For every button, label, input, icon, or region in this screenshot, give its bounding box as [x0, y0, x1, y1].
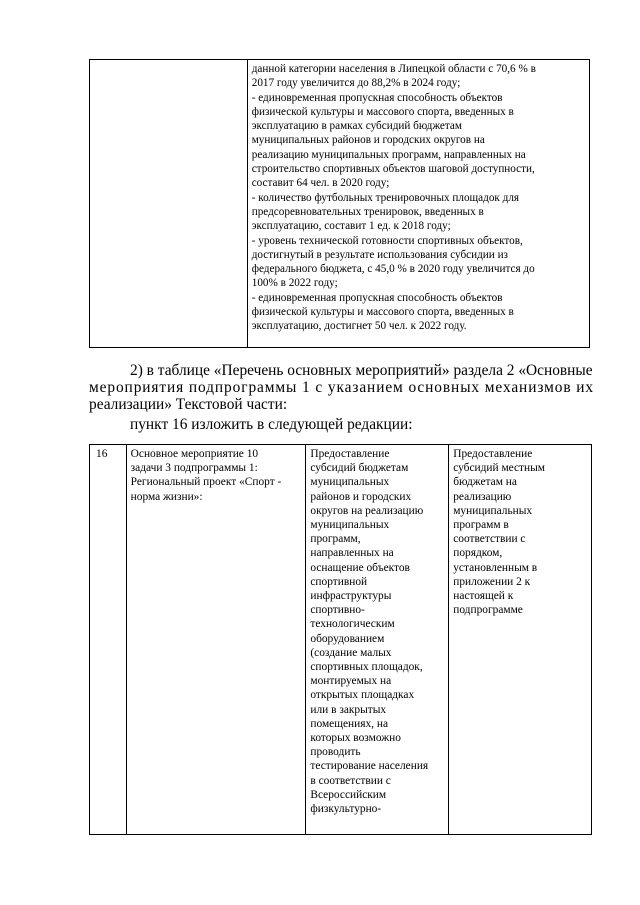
- text-line: 2017 году увеличится до 88,2% в 2024 году;: [251, 77, 461, 90]
- event-name-cell: [126, 445, 306, 835]
- text-line: муниципальных: [310, 519, 390, 532]
- table-row: [90, 445, 592, 835]
- text-line: Предоставление: [453, 448, 533, 460]
- text-line: федерального бюджета, с 45,0 % в 2020 году увеличится до: [251, 263, 535, 276]
- text-line: муниципальных: [453, 504, 533, 517]
- text-line: физической культуры и массового спорта, введенных в: [251, 306, 514, 319]
- text-line: порядком,: [453, 547, 503, 560]
- text-line: районов и городских: [310, 490, 412, 503]
- text-line: эксплуатацию в рамках субсидий бюджетам: [251, 120, 462, 133]
- indicators-table-continuation: [89, 59, 590, 348]
- text-line: Региональный проект «Спорт -: [130, 476, 282, 489]
- paragraph-line: 2) в таблице «Перечень основных мероприятий» раздела 2 «Основные: [130, 362, 593, 379]
- text-line: физической культуры и массового спорта, введенных в: [251, 105, 514, 118]
- text-line: муниципальных районов и городских округов на: [251, 134, 485, 147]
- text-line: спортивной: [310, 575, 368, 588]
- text-line: данной категории населения в Липецкой области с 70,6 % в: [251, 63, 536, 75]
- text-line: программ в: [453, 519, 509, 532]
- text-line: спортивно-: [310, 604, 365, 617]
- text-line: субсидий местным: [453, 462, 545, 475]
- text-line: монтируемых на: [310, 675, 392, 688]
- text-line: бюджетам на: [453, 476, 517, 489]
- text-line: реализацию муниципальных программ, направленных на: [251, 148, 526, 161]
- text-line: достигнутый в результате использования субсидии из: [251, 248, 508, 261]
- text-line: которых возможно: [310, 732, 401, 745]
- main-events-table-item: [89, 444, 592, 835]
- text-line: соответствии с: [453, 533, 526, 546]
- text-line: спортивных площадок,: [310, 661, 423, 674]
- text-line: установленным в: [453, 561, 538, 574]
- empty-cell: [90, 60, 248, 348]
- indicators-cell: [247, 60, 589, 348]
- amendment-paragraph: [89, 362, 594, 413]
- text-line: технологическим: [310, 618, 395, 631]
- text-line: Основное мероприятие 10: [130, 448, 259, 460]
- text-line: муниципальных: [310, 476, 390, 489]
- text-line: реализацию: [453, 490, 512, 503]
- text-line: Всероссийским: [310, 788, 387, 801]
- text-line: субсидий бюджетам: [310, 462, 409, 475]
- text-line: приложении 2 к: [453, 575, 531, 588]
- text-line: эксплуатацию, достигнет 50 чел. к 2022 году.: [251, 320, 467, 333]
- text-line: Предоставление: [310, 448, 390, 460]
- text-line: проводить: [310, 746, 361, 759]
- event-description-cell: [306, 445, 449, 835]
- text-line: - единовременная пропускная способность объектов: [251, 291, 503, 304]
- item-instruction: пункт 16 изложить в следующей редакции:: [130, 416, 413, 433]
- text-line: предсоревновательных тренировок, введенных в: [251, 205, 484, 218]
- text-line: - уровень технической готовности спортивных объектов,: [251, 234, 523, 247]
- text-line: составит 64 чел. в 2020 году;: [251, 177, 390, 190]
- text-line: округов на реализацию: [310, 504, 424, 517]
- text-line: норма жизни»:: [130, 490, 203, 503]
- text-line: программ,: [310, 533, 361, 546]
- mechanism-cell: [449, 445, 592, 835]
- text-line: подпрограмме: [453, 604, 523, 617]
- text-line: открытых площадках: [310, 689, 415, 702]
- text-line: настоящей к: [453, 590, 514, 603]
- text-line: или в закрытых: [310, 703, 387, 716]
- text-line: оснащение объектов: [310, 561, 410, 574]
- text-line: в соответствии с: [310, 774, 391, 787]
- text-line: инфраструктуры: [310, 590, 392, 603]
- text-line: - единовременная пропускная способность объектов: [251, 91, 503, 104]
- text-line: задачи 3 подпрограммы 1:: [130, 462, 258, 475]
- text-line: 100% в 2022 году;: [251, 277, 338, 290]
- text-line: физкультурно-: [310, 803, 382, 816]
- item-number-cell: 16: [90, 445, 127, 835]
- text-line: эксплуатацию, составит 1 ед. к 2018 году;: [251, 220, 451, 233]
- paragraph-line: реализации» Текстовой части:: [89, 396, 288, 413]
- text-line: тестирование населения: [310, 760, 429, 773]
- text-line: - количество футбольных тренировочных площадок для: [251, 191, 520, 204]
- paragraph-line: мероприятия подпрограммы 1 с указанием основных механизмов их: [89, 379, 594, 396]
- text-line: помещениях, на: [310, 717, 389, 730]
- text-line: оборудованием: [310, 632, 385, 645]
- text-line: направленных на: [310, 547, 394, 560]
- table-row: [90, 60, 590, 348]
- text-line: (создание малых: [310, 646, 392, 659]
- text-line: строительство спортивных объектов шаговой доступности,: [251, 163, 535, 176]
